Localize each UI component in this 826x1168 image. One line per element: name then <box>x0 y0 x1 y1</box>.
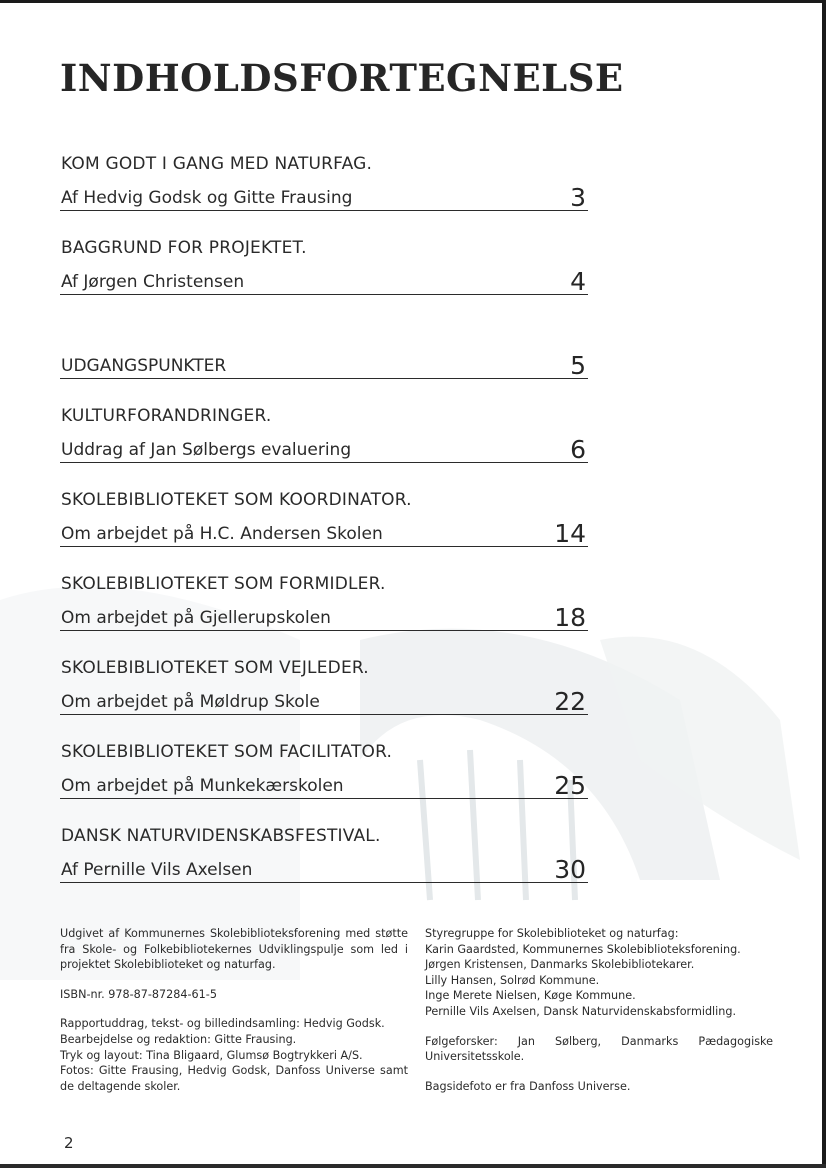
toc-heading: SKOLEBIBLIOTEKET SOM FORMIDLER. <box>61 574 386 594</box>
back-photo-credit: Bagsidefoto er fra Danfoss Universe. <box>425 1079 631 1093</box>
toc-page-number: 18 <box>554 603 586 632</box>
table-of-contents <box>60 148 588 904</box>
credit-line: Rapportuddrag, tekst- og billedindsamling: Hedvig Godsk. <box>60 1017 385 1031</box>
committee-line: Lilly Hansen, Solrød Kommune. <box>425 973 600 987</box>
scan-edge-right <box>822 0 826 1168</box>
toc-detail: Af Pernille Vils Axelsen <box>61 860 253 880</box>
toc-entry[interactable] <box>60 232 588 316</box>
scan-edge-top <box>0 0 826 3</box>
toc-heading: DANSK NATURVIDENSKABSFESTIVAL. <box>61 826 381 846</box>
toc-row <box>60 436 588 463</box>
toc-detail: Om arbejdet på Møldrup Skole <box>61 692 320 712</box>
toc-detail: UDGANGSPUNKTER <box>61 356 227 376</box>
toc-row <box>60 352 588 379</box>
toc-heading: KULTURFORANDRINGER. <box>61 406 272 426</box>
toc-page-number: 6 <box>570 435 586 464</box>
publication-statement: Udgivet af Kommunernes Skolebiblioteksforening med støtte fra Skole- og Folkebibliotekernes Udviklingspulje som led i projektet Skolebiblioteket og naturfag. <box>60 927 408 972</box>
committee-line: Jørgen Kristensen, Danmarks Skolebibliotekarer. <box>425 958 695 972</box>
credit-line: Fotos: Gitte Frausing, Hedvig Godsk, Danfoss Universe samt de deltagende skoler. <box>60 1064 408 1093</box>
toc-detail: Uddrag af Jan Sølbergs evaluering <box>61 440 352 460</box>
toc-heading: KOM GODT I GANG MED NATURFAG. <box>61 154 373 174</box>
page-number: 2 <box>64 1134 74 1152</box>
scan-edge-bottom <box>0 1164 826 1168</box>
toc-page-number: 14 <box>554 519 586 548</box>
credit-line: Tryk og layout: Tina Bligaard, Glumsø Bogtrykkeri A/S. <box>60 1048 363 1062</box>
toc-entry[interactable] <box>60 736 588 820</box>
committee-line: Styregruppe for Skolebiblioteket og naturfag: <box>425 927 679 940</box>
toc-row <box>60 772 588 799</box>
toc-page-number: 30 <box>554 855 586 884</box>
toc-row <box>60 604 588 631</box>
toc-page-number: 4 <box>570 267 586 296</box>
toc-detail: Om arbejdet på Munkekærskolen <box>61 776 344 796</box>
toc-row <box>60 688 588 715</box>
committee-line: Karin Gaardsted, Kommunernes Skolebiblioteksforening. <box>425 942 741 956</box>
page-title: INDHOLDSFORTEGNELSE <box>60 56 624 100</box>
committee-line: Pernille Vils Axelsen, Dansk Naturvidenskabsformidling. <box>425 1004 737 1018</box>
toc-page-number: 25 <box>554 771 586 800</box>
toc-detail: Af Hedvig Godsk og Gitte Frausing <box>61 188 353 208</box>
toc-heading: SKOLEBIBLIOTEKET SOM KOORDINATOR. <box>61 490 412 510</box>
toc-detail: Om arbejdet på Gjellerupskolen <box>61 608 331 628</box>
colophon-publication-info <box>60 926 408 1094</box>
toc-entry[interactable] <box>60 484 588 568</box>
credit-line: Bearbejdelse og redaktion: Gitte Frausing. <box>60 1032 297 1046</box>
toc-heading: SKOLEBIBLIOTEKET SOM FACILITATOR. <box>61 742 393 762</box>
toc-row <box>60 856 588 883</box>
toc-entry[interactable] <box>60 148 588 232</box>
toc-entry[interactable] <box>60 820 588 904</box>
toc-detail: Af Jørgen Christensen <box>61 272 245 292</box>
toc-detail: Om arbejdet på H.C. Andersen Skolen <box>61 524 383 544</box>
toc-entry[interactable] <box>60 400 588 484</box>
toc-entry[interactable] <box>60 568 588 652</box>
toc-heading: SKOLEBIBLIOTEKET SOM VEJLEDER. <box>61 658 369 678</box>
toc-row <box>60 520 588 547</box>
toc-entry[interactable] <box>60 652 588 736</box>
toc-entry[interactable] <box>60 316 588 400</box>
committee-line: Inge Merete Nielsen, Køge Kommune. <box>425 989 636 1003</box>
toc-page-number: 3 <box>570 183 586 212</box>
researcher-line: Følgeforsker: Jan Sølberg, Danmarks Pædagogiske Universitetsskole. <box>425 1034 773 1064</box>
toc-heading: BAGGRUND FOR PROJEKTET. <box>61 238 307 258</box>
toc-page-number: 5 <box>570 351 586 380</box>
colophon-committee-info <box>425 926 773 1094</box>
toc-page-number: 22 <box>554 687 586 716</box>
isbn-number: ISBN-nr. 978-87-87284-61-5 <box>60 987 217 1001</box>
toc-row <box>60 184 588 211</box>
toc-row <box>60 268 588 295</box>
